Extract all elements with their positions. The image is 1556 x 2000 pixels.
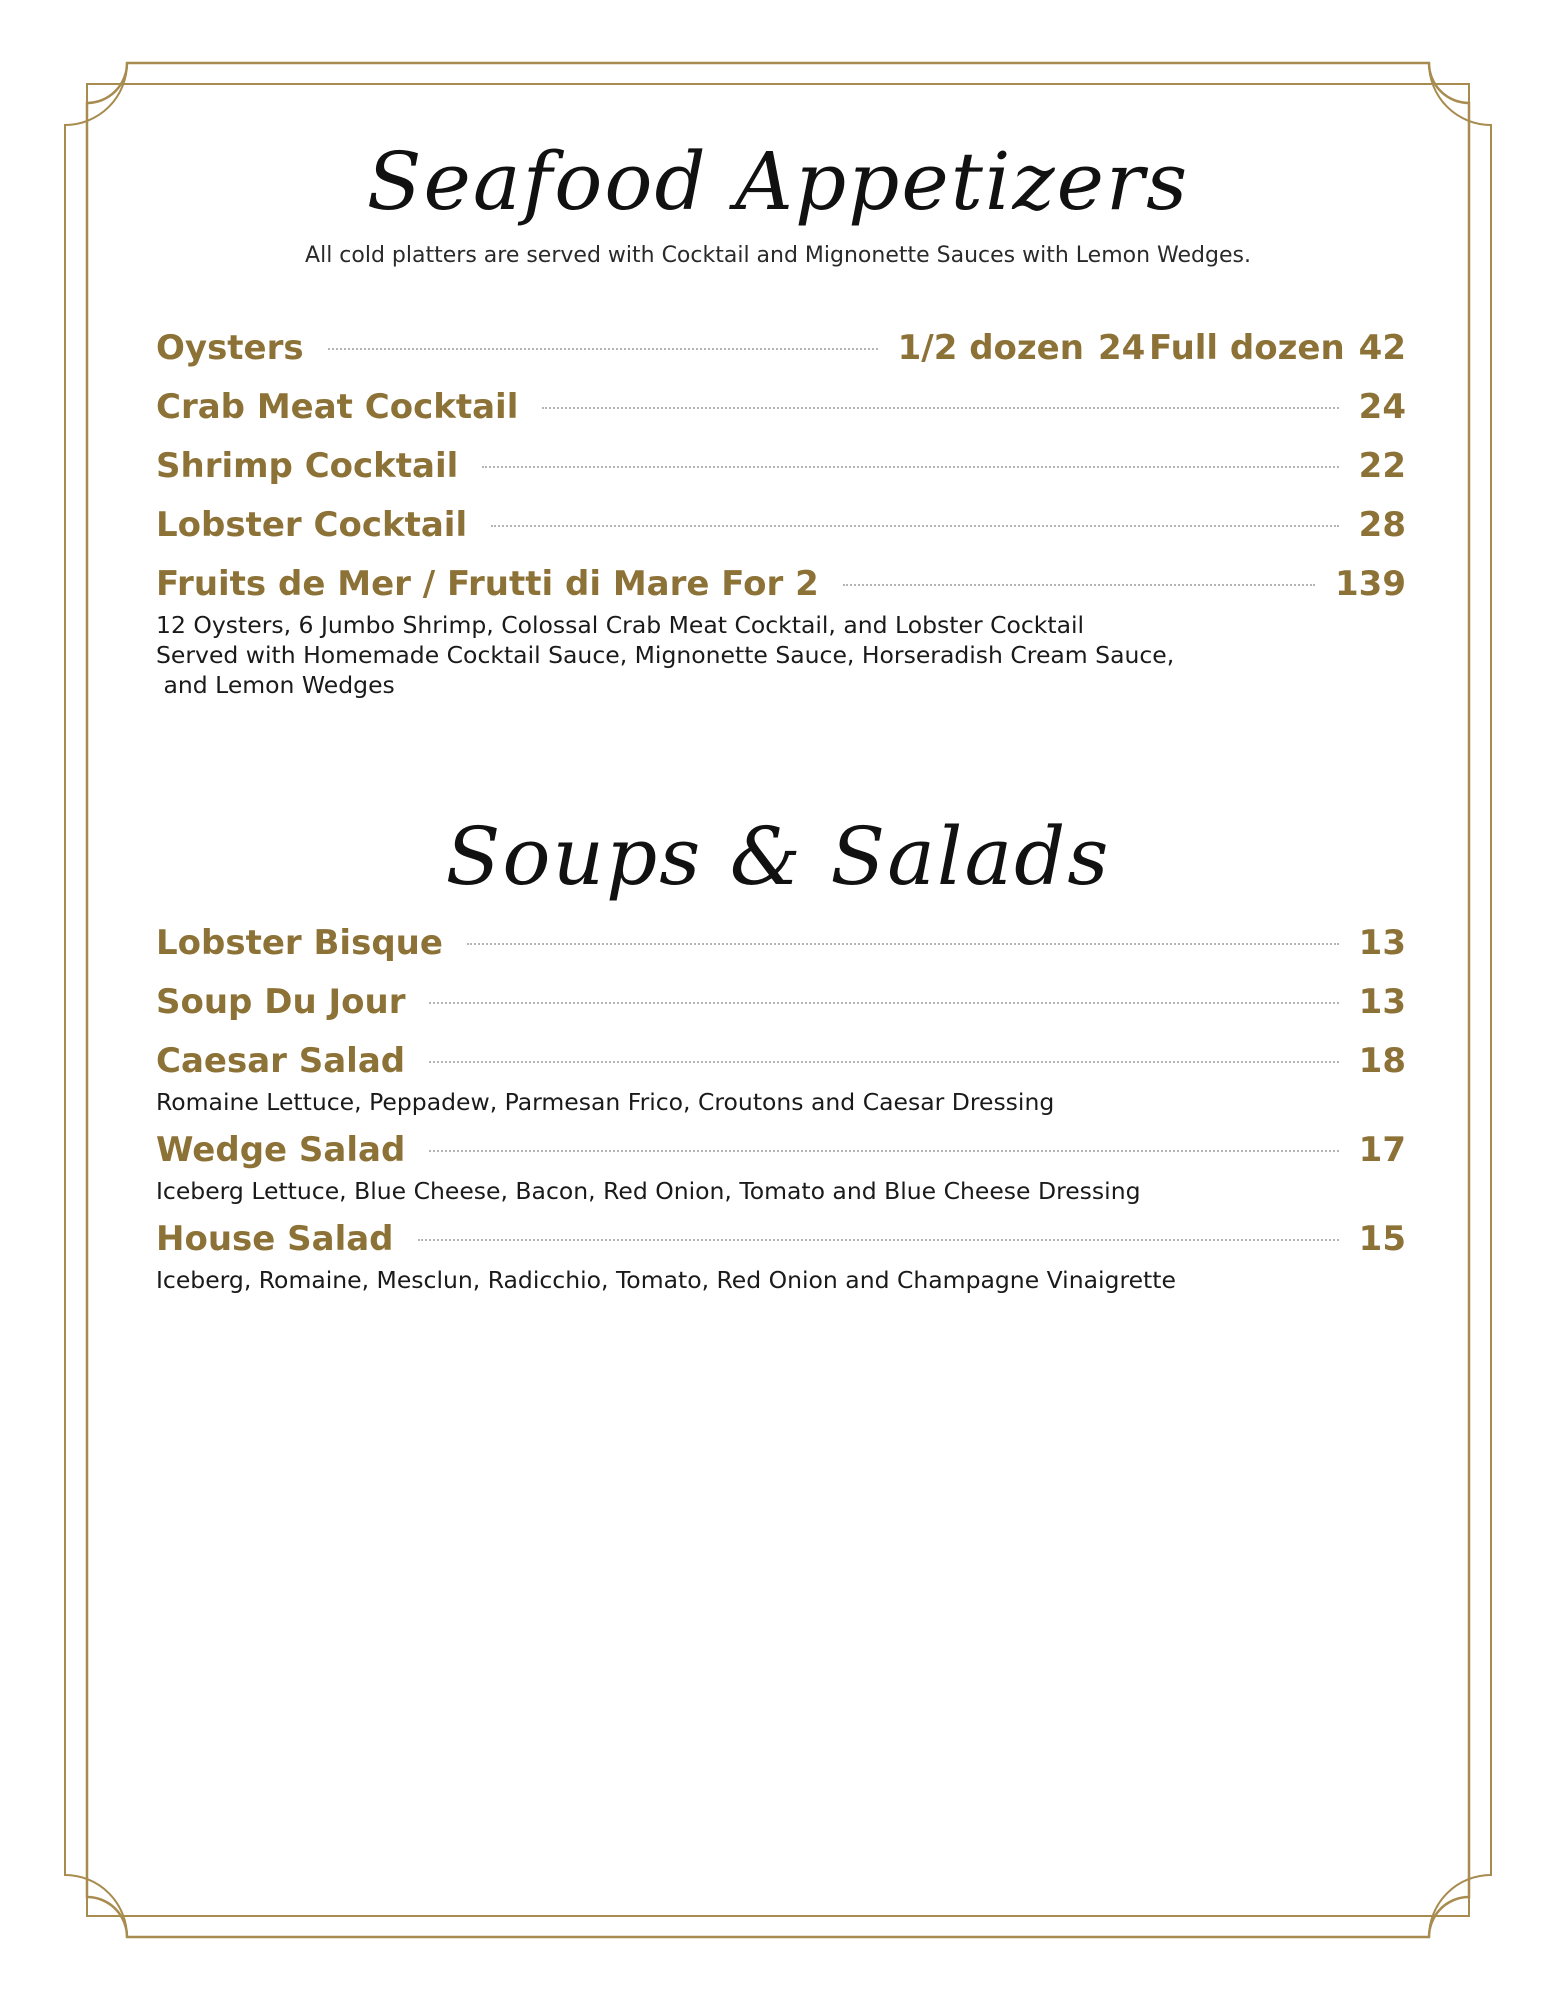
menu-item-shrimp-cocktail [156, 446, 1406, 492]
half-dozen-price-group [898, 328, 1146, 368]
item-name: Fruits de Mer / Frutti di Mare For 2 [156, 564, 819, 604]
item-name: Caesar Salad [156, 1041, 406, 1081]
item-price: 17 [1358, 1130, 1406, 1170]
menu-item-lobster-bisque [156, 923, 1406, 969]
item-description: Iceberg Lettuce, Blue Cheese, Bacon, Red Onion, Tomato and Blue Cheese Dressing [156, 1177, 1141, 1205]
dot-leader [491, 525, 1339, 527]
item-price: 13 [1358, 923, 1406, 963]
menu-item-soup-du-jour [156, 982, 1406, 1028]
dot-leader [328, 348, 878, 350]
dot-leader [429, 1002, 1338, 1004]
item-name: Oysters [156, 328, 304, 368]
full-dozen-price: 42 [1358, 328, 1406, 368]
dot-leader [482, 466, 1338, 468]
item-name: Shrimp Cocktail [156, 446, 459, 486]
item-description-line: and Lemon Wedges [156, 671, 395, 699]
item-description: Romaine Lettuce, Peppadew, Parmesan Frico, Croutons and Caesar Dressing [156, 1088, 1055, 1116]
section-title-soups-salads: Soups & Salads [445, 810, 1111, 903]
half-dozen-label: 1/2 dozen [897, 328, 1084, 368]
item-price: 18 [1358, 1041, 1406, 1081]
full-dozen-label: Full dozen [1149, 328, 1345, 368]
menu-item-oysters [156, 328, 1406, 374]
dot-leader [843, 584, 1315, 586]
item-name: House Salad [156, 1219, 394, 1259]
menu-item-fruits-de-mer [156, 564, 1406, 700]
menu-item-house-salad [156, 1219, 1406, 1295]
section-subtitle: All cold platters are served with Cocktail and Mignonette Sauces with Lemon Wedges. [305, 243, 1251, 268]
item-price: 15 [1358, 1219, 1406, 1259]
half-dozen-price: 24 [1097, 328, 1146, 368]
item-description: Iceberg, Romaine, Mesclun, Radicchio, Tomato, Red Onion and Champagne Vinaigrette [156, 1266, 1176, 1294]
item-name: Lobster Bisque [156, 923, 443, 963]
item-description-line: 12 Oysters, 6 Jumbo Shrimp, Colossal Crab Meat Cocktail, and Lobster Cocktail [156, 611, 1085, 639]
item-price: 28 [1358, 505, 1406, 545]
item-name: Wedge Salad [156, 1130, 406, 1170]
menu-item-crab-meat-cocktail [156, 387, 1406, 433]
dot-leader [542, 407, 1338, 409]
item-description-line: Served with Homemade Cocktail Sauce, Mignonette Sauce, Horseradish Cream Sauce, [156, 641, 1175, 669]
menu-item-caesar-salad [156, 1041, 1406, 1117]
item-price: 22 [1358, 446, 1406, 486]
full-dozen-price-group [1149, 328, 1406, 368]
menu-item-lobster-cocktail [156, 505, 1406, 551]
dot-leader [429, 1061, 1339, 1063]
section-title-seafood-appetizers: Seafood Appetizers [366, 135, 1190, 228]
item-name: Crab Meat Cocktail [156, 387, 519, 427]
item-price: 24 [1358, 387, 1406, 427]
item-price: 139 [1335, 564, 1406, 604]
item-name: Soup Du Jour [156, 982, 406, 1022]
item-name: Lobster Cocktail [156, 505, 468, 545]
dot-leader [429, 1150, 1338, 1152]
item-price: 13 [1358, 982, 1406, 1022]
dot-leader [467, 943, 1339, 945]
menu-item-wedge-salad [156, 1130, 1406, 1206]
dot-leader [418, 1239, 1339, 1241]
